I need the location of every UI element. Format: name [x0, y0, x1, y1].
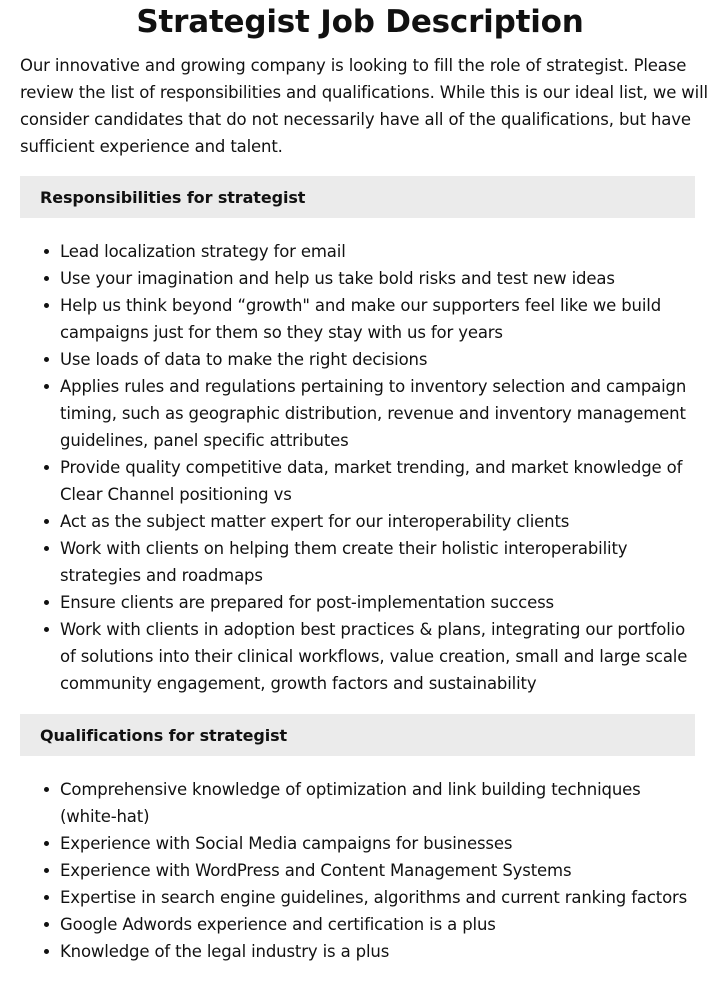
qualifications-header	[20, 714, 695, 756]
responsibility-item: Provide quality competitive data, market trending, and market knowledge of Clear Channel positioning vs	[60, 454, 700, 508]
qualification-item: Knowledge of the legal industry is a plus	[60, 938, 700, 965]
responsibility-item: Use your imagination and help us take bold risks and test new ideas	[60, 265, 700, 292]
qualification-item: Comprehensive knowledge of optimization and link building techniques (white-hat)	[60, 776, 700, 830]
responsibility-item: Use loads of data to make the right decisions	[60, 346, 700, 373]
responsibility-item: Applies rules and regulations pertaining to inventory selection and campaign timing, such as geographic distribution, revenue and inventory management guidelines, panel specific attributes	[60, 373, 700, 454]
qualifications-heading: Qualifications for strategist	[40, 725, 288, 745]
responsibilities-heading: Responsibilities for strategist	[40, 187, 306, 207]
responsibilities-header	[20, 176, 695, 218]
qualification-item: Expertise in search engine guidelines, algorithms and current ranking factors	[60, 884, 700, 911]
responsibilities-list	[0, 238, 720, 697]
qualification-item: Experience with WordPress and Content Management Systems	[60, 857, 700, 884]
responsibility-item: Work with clients in adoption best practices & plans, integrating our portfolio of solutions into their clinical workflows, value creation, small and large scale community engagement, growth factors and sustainability	[60, 616, 700, 697]
responsibility-item: Work with clients on helping them create their holistic interoperability strategies and roadmaps	[60, 535, 700, 589]
responsibility-item: Help us think beyond “growth" and make our supporters feel like we build campaigns just for them so they stay with us for years	[60, 292, 700, 346]
qualification-item: Experience with Social Media campaigns for businesses	[60, 830, 700, 857]
qualifications-list	[0, 776, 720, 965]
responsibility-item: Act as the subject matter expert for our interoperability clients	[60, 508, 700, 535]
page-title: Strategist Job Description	[136, 4, 584, 40]
qualification-item: Google Adwords experience and certification is a plus	[60, 911, 700, 938]
responsibility-item: Ensure clients are prepared for post-implementation success	[60, 589, 700, 616]
intro-paragraph: Our innovative and growing company is looking to fill the role of strategist. Please review the list of responsibilities and qualifications. While this is our ideal list, we will consider candidates that do not necessarily have all of the qualifications, but have sufficient experience and talent.	[20, 56, 708, 156]
responsibility-item: Lead localization strategy for email	[60, 238, 700, 265]
